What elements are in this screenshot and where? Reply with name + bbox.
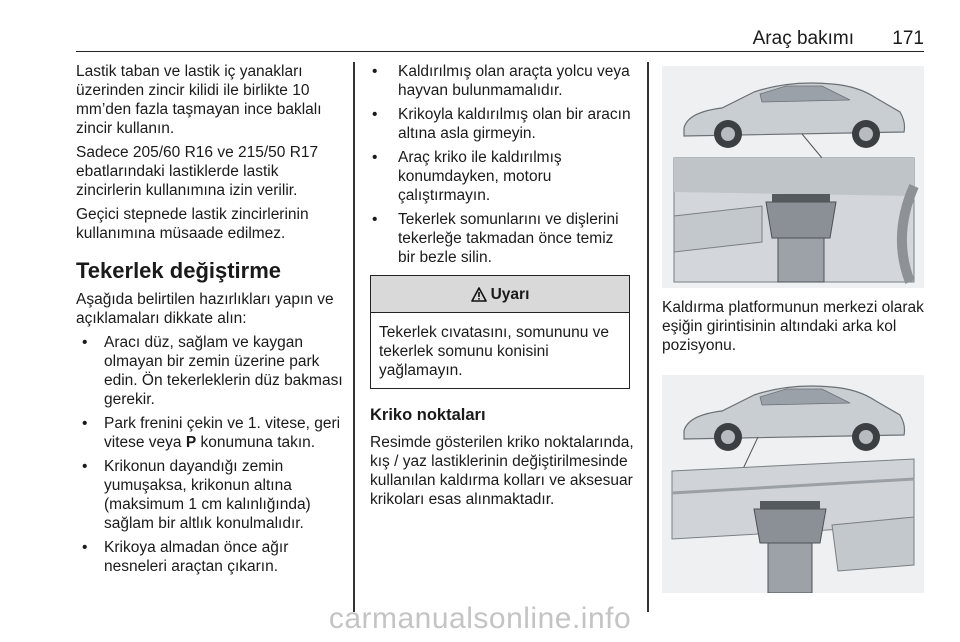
list-item: • Krikoya almadan önce ağır nesneleri araçtan çıkarın. <box>82 539 289 575</box>
warning-box <box>370 275 630 389</box>
bullet-icon: • <box>372 211 378 228</box>
lifting-platform-illustration <box>662 66 924 288</box>
warning-text: Tekerlek cıvatasını, somununu ve tekerlek somunu konisini yağlamayın. <box>379 324 610 379</box>
bullet-icon: • <box>82 539 88 556</box>
preparation-list <box>76 333 344 576</box>
list-item: • Park frenini çekin ve 1. vitese, geri vitese veya P konumuna takın. <box>82 415 341 451</box>
paragraph-chain-sizes: Sadece 205/60 R16 ve 215/50 R17 ebatlarındaki lastiklerde lastik zincirlerin kullanımına izin verilir. <box>76 144 319 199</box>
column-1 <box>76 62 344 581</box>
warning-header <box>371 276 629 313</box>
jack-point-illustration <box>662 375 924 593</box>
column-3 <box>662 62 924 593</box>
list-item: • Tekerlek somunlarını ve dişlerini tekerleğe takmadan önce temiz bir bezle silin. <box>372 211 619 266</box>
header-rule <box>76 51 924 53</box>
page-header <box>76 22 924 52</box>
figure-caption: Kaldırma platformunun merkezi olarak eşiğin girintisinin altındaki arka kol pozisyonu. <box>662 299 924 354</box>
heading-wheel-change: Tekerlek değiştirme <box>76 258 282 283</box>
bullet-icon: • <box>82 415 88 432</box>
intro-paragraph: Aşağıda belirtilen hazırlıkları yapın ve açıklamaları dikkate alın: <box>76 291 334 327</box>
bullet-icon: • <box>372 106 378 123</box>
bullet-icon: • <box>372 149 378 166</box>
watermark-text: carmanualsonline.info <box>328 602 632 635</box>
list-item: • Kaldırılmış olan araçta yolcu veya hayvan bulunmamalıdır. <box>372 63 630 99</box>
column-2 <box>370 62 634 514</box>
bullet-icon: • <box>82 458 88 475</box>
warning-triangle-icon <box>471 287 487 302</box>
list-item: • Aracı düz, sağlam ve kaygan olmayan bir zemin üzerine park edin. Ön tekerleklerin düz bakması gerekir. <box>82 334 343 408</box>
bullet-icon: • <box>82 334 88 351</box>
list-item: • Krikoyla kaldırılmış olan bir aracın altına asla girmeyin. <box>372 106 631 142</box>
page-number: 171 <box>892 28 924 49</box>
safety-list <box>370 62 634 267</box>
list-item: • Araç kriko ile kaldırılmış konumdayken, motoru çalıştırmayın. <box>372 149 562 204</box>
section-title: Araç bakımı <box>752 28 854 49</box>
jack-point-closeup <box>674 158 914 282</box>
paragraph-chain-type: Lastik taban ve lastik iç yanakları üzerinden zincir kilidi ile birlikte 10 mm’den fazla taşmayan ince baklalı zincir kullanın. <box>76 63 322 137</box>
column-divider <box>353 62 355 612</box>
paragraph-jack-points: Resimde gösterilen kriko noktalarında, kış / yaz lastiklerinin değiştirilmesinde kullanılan kaldırma kolları ve aksesuar krikoları esas alınmaktadır. <box>370 434 634 508</box>
bullet-icon: • <box>372 63 378 80</box>
warning-title: Uyarı <box>490 285 530 303</box>
heading-jack-points: Kriko noktaları <box>370 406 486 424</box>
gear-p-label: P <box>185 434 197 451</box>
list-item: • Krikonun dayandığı zemin yumuşaksa, krikonun altına (maksimum 1 cm kalınlığında) sağlam bir altlık konulmalıdır. <box>82 458 311 532</box>
paragraph-temporary-spare: Geçici stepnede lastik zincirlerinin kullanımına müsaade edilmez. <box>76 206 309 242</box>
column-divider <box>647 62 649 612</box>
